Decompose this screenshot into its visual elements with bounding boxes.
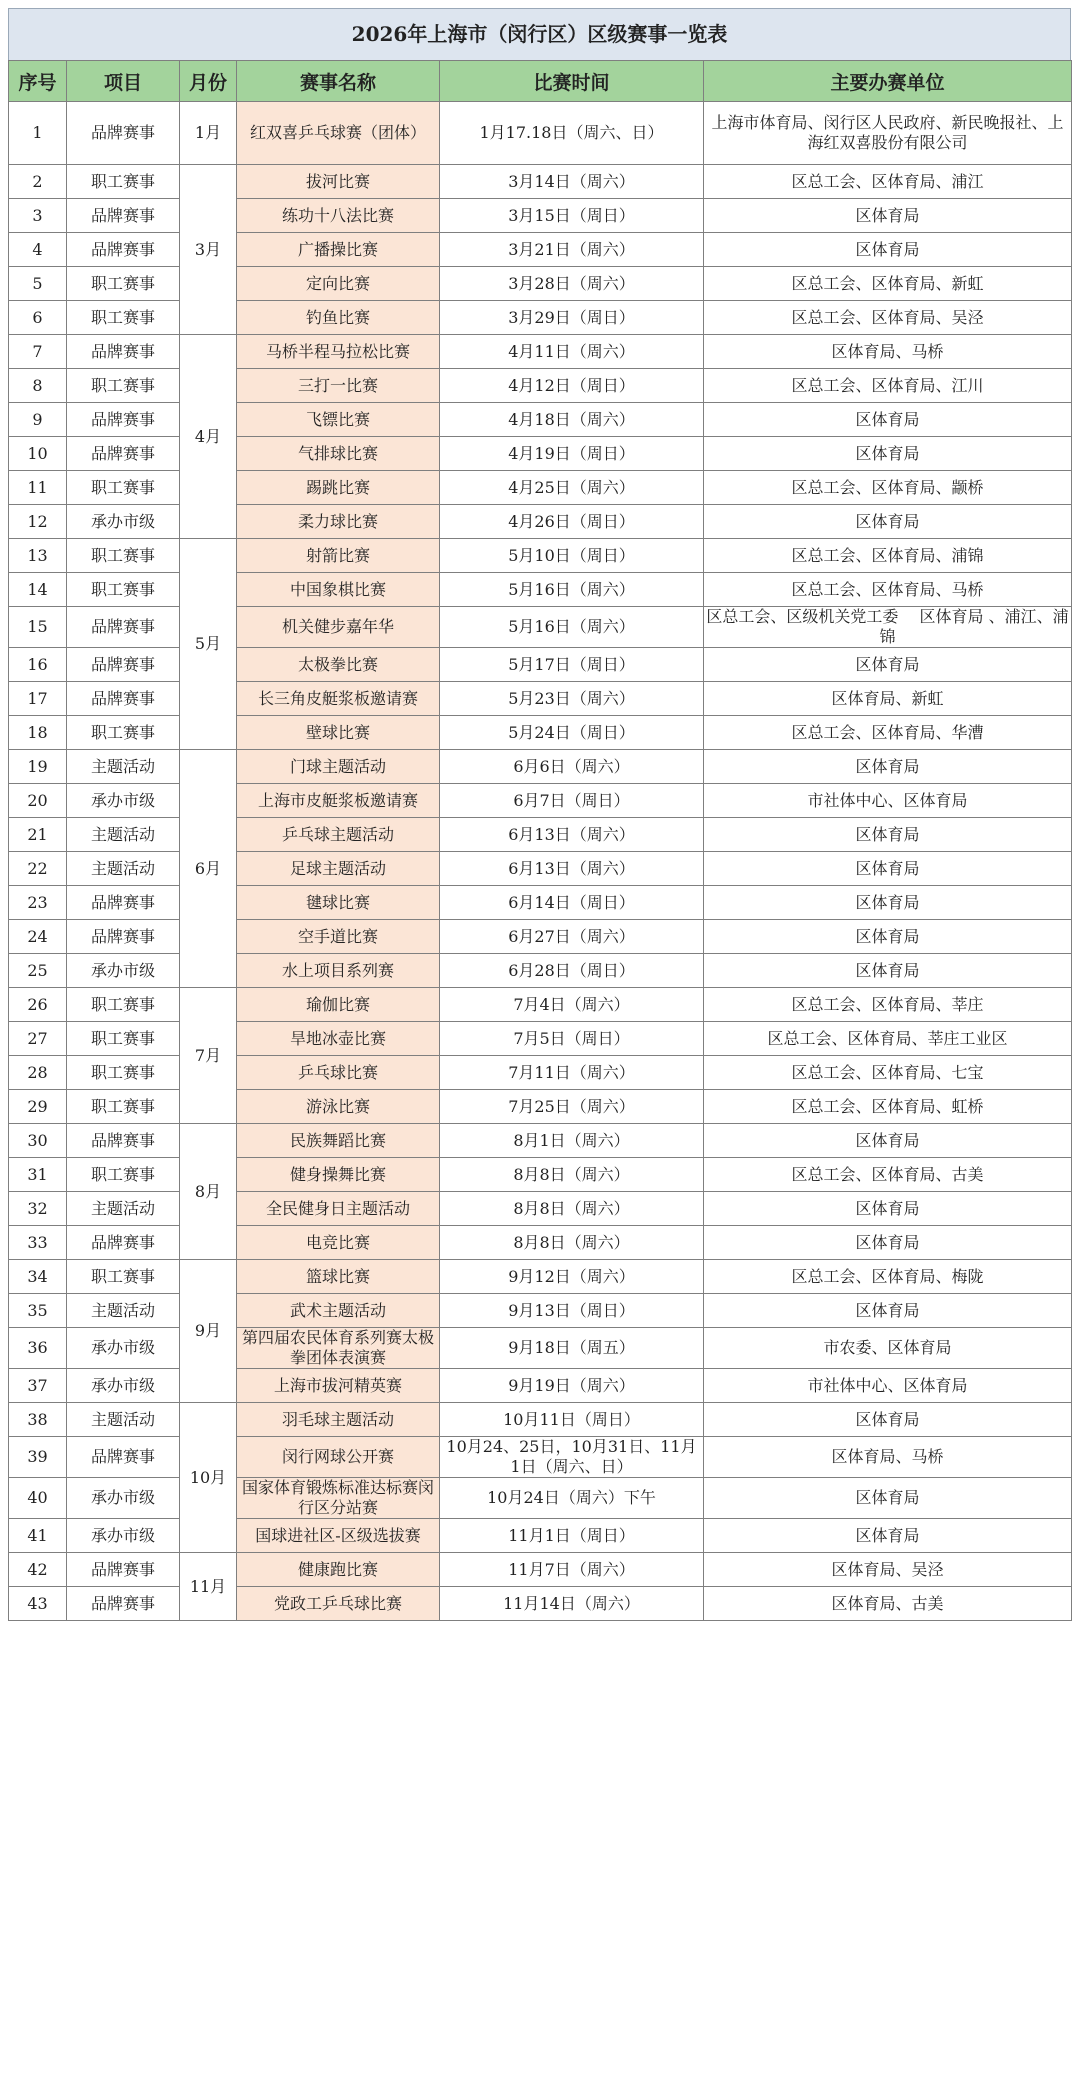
row-category: 职工赛事	[67, 573, 180, 607]
row-event-name: 拔河比赛	[237, 165, 440, 199]
row-month: 4月	[180, 335, 237, 539]
row-number: 4	[9, 233, 67, 267]
row-number: 10	[9, 437, 67, 471]
row-time: 5月23日（周六）	[440, 682, 704, 716]
row-category: 主题活动	[67, 1192, 180, 1226]
row-category: 品牌赛事	[67, 1226, 180, 1260]
row-category: 职工赛事	[67, 267, 180, 301]
row-time: 8月1日（周六）	[440, 1124, 704, 1158]
table-row	[9, 1260, 1072, 1294]
table-row	[9, 233, 1072, 267]
row-organizer: 区体育局	[704, 1124, 1072, 1158]
row-category: 承办市级	[67, 505, 180, 539]
table-row	[9, 1124, 1072, 1158]
row-number: 3	[9, 199, 67, 233]
row-category: 品牌赛事	[67, 335, 180, 369]
row-number: 16	[9, 648, 67, 682]
table-row	[9, 1090, 1072, 1124]
header-event-name: 赛事名称	[237, 61, 440, 102]
schedule-sheet	[8, 8, 1071, 1621]
row-time: 6月28日（周日）	[440, 954, 704, 988]
row-category: 职工赛事	[67, 1260, 180, 1294]
header-organizer: 主要办赛单位	[704, 61, 1072, 102]
row-number: 22	[9, 852, 67, 886]
header-no: 序号	[9, 61, 67, 102]
row-category: 职工赛事	[67, 716, 180, 750]
row-category: 职工赛事	[67, 1022, 180, 1056]
row-organizer: 区体育局	[704, 1519, 1072, 1553]
row-time: 7月11日（周六）	[440, 1056, 704, 1090]
table-row	[9, 369, 1072, 403]
row-organizer: 区体育局	[704, 920, 1072, 954]
row-organizer: 区总工会、区体育局、梅陇	[704, 1260, 1072, 1294]
table-row	[9, 886, 1072, 920]
row-event-name: 篮球比赛	[237, 1260, 440, 1294]
row-time: 6月6日（周六）	[440, 750, 704, 784]
row-number: 40	[9, 1478, 67, 1519]
row-organizer: 区总工会、区体育局、浦江	[704, 165, 1072, 199]
row-event-name: 毽球比赛	[237, 886, 440, 920]
row-event-name: 旱地冰壶比赛	[237, 1022, 440, 1056]
row-event-name: 门球主题活动	[237, 750, 440, 784]
row-time: 7月4日（周六）	[440, 988, 704, 1022]
row-event-name: 乒乓球比赛	[237, 1056, 440, 1090]
row-time: 5月16日（周六）	[440, 573, 704, 607]
table-row	[9, 199, 1072, 233]
table-row	[9, 818, 1072, 852]
row-organizer: 区总工会、区体育局、古美	[704, 1158, 1072, 1192]
row-time: 9月12日（周六）	[440, 1260, 704, 1294]
table-row	[9, 1437, 1072, 1478]
table-row	[9, 1478, 1072, 1519]
row-category: 品牌赛事	[67, 403, 180, 437]
row-event-name: 全民健身日主题活动	[237, 1192, 440, 1226]
table-row	[9, 267, 1072, 301]
table-row	[9, 1403, 1072, 1437]
header-row	[9, 61, 1072, 102]
row-event-name: 钓鱼比赛	[237, 301, 440, 335]
row-organizer: 区体育局	[704, 1294, 1072, 1328]
row-time: 9月19日（周六）	[440, 1369, 704, 1403]
header-category: 项目	[67, 61, 180, 102]
row-number: 23	[9, 886, 67, 920]
row-category: 承办市级	[67, 784, 180, 818]
row-number: 29	[9, 1090, 67, 1124]
row-organizer: 区总工会、区体育局、颛桥	[704, 471, 1072, 505]
row-number: 9	[9, 403, 67, 437]
row-event-name: 中国象棋比赛	[237, 573, 440, 607]
row-number: 21	[9, 818, 67, 852]
row-category: 职工赛事	[67, 369, 180, 403]
row-number: 32	[9, 1192, 67, 1226]
row-time: 8月8日（周六）	[440, 1226, 704, 1260]
row-category: 品牌赛事	[67, 1587, 180, 1621]
row-time: 11月7日（周六）	[440, 1553, 704, 1587]
row-organizer: 区体育局	[704, 1226, 1072, 1260]
row-organizer: 区体育局、新虹	[704, 682, 1072, 716]
row-category: 职工赛事	[67, 471, 180, 505]
row-number: 25	[9, 954, 67, 988]
table-row	[9, 1553, 1072, 1587]
table-row	[9, 165, 1072, 199]
row-category: 品牌赛事	[67, 886, 180, 920]
header-time: 比赛时间	[440, 61, 704, 102]
table-row	[9, 301, 1072, 335]
row-organizer: 区体育局、吴泾	[704, 1553, 1072, 1587]
row-number: 11	[9, 471, 67, 505]
page-title: 2026年上海市（闵行区）区级赛事一览表	[8, 8, 1071, 60]
row-month: 5月	[180, 539, 237, 750]
table-row	[9, 1022, 1072, 1056]
row-number: 2	[9, 165, 67, 199]
table-row	[9, 1519, 1072, 1553]
row-number: 37	[9, 1369, 67, 1403]
row-month: 7月	[180, 988, 237, 1124]
row-category: 职工赛事	[67, 165, 180, 199]
row-event-name: 电竞比赛	[237, 1226, 440, 1260]
row-event-name: 踢跳比赛	[237, 471, 440, 505]
table-row	[9, 1192, 1072, 1226]
row-number: 26	[9, 988, 67, 1022]
row-category: 品牌赛事	[67, 233, 180, 267]
row-month: 11月	[180, 1553, 237, 1621]
table-row	[9, 716, 1072, 750]
row-event-name: 空手道比赛	[237, 920, 440, 954]
row-event-name: 游泳比赛	[237, 1090, 440, 1124]
table-row	[9, 988, 1072, 1022]
row-organizer: 市农委、区体育局	[704, 1328, 1072, 1369]
table-row	[9, 335, 1072, 369]
row-event-name: 党政工乒乓球比赛	[237, 1587, 440, 1621]
row-number: 14	[9, 573, 67, 607]
row-organizer: 区体育局、马桥	[704, 1437, 1072, 1478]
row-event-name: 第四届农民体育系列赛太极拳团体表演赛	[237, 1328, 440, 1369]
row-category: 品牌赛事	[67, 682, 180, 716]
table-row	[9, 852, 1072, 886]
row-number: 24	[9, 920, 67, 954]
row-number: 20	[9, 784, 67, 818]
row-time: 7月25日（周六）	[440, 1090, 704, 1124]
row-time: 1月17.18日（周六、日）	[440, 102, 704, 165]
row-event-name: 广播操比赛	[237, 233, 440, 267]
row-event-name: 国球进社区-区级选拔赛	[237, 1519, 440, 1553]
row-event-name: 国家体育锻炼标准达标赛闵行区分站赛	[237, 1478, 440, 1519]
row-category: 承办市级	[67, 954, 180, 988]
row-organizer: 上海市体育局、闵行区人民政府、新民晚报社、上海红双喜股份有限公司	[704, 102, 1072, 165]
row-number: 30	[9, 1124, 67, 1158]
row-time: 9月13日（周日）	[440, 1294, 704, 1328]
row-category: 品牌赛事	[67, 199, 180, 233]
row-time: 4月26日（周日）	[440, 505, 704, 539]
row-event-name: 机关健步嘉年华	[237, 607, 440, 648]
row-event-name: 健身操舞比赛	[237, 1158, 440, 1192]
row-event-name: 长三角皮艇浆板邀请赛	[237, 682, 440, 716]
row-time: 6月14日（周日）	[440, 886, 704, 920]
row-organizer: 区总工会、区体育局、七宝	[704, 1056, 1072, 1090]
row-time: 3月29日（周日）	[440, 301, 704, 335]
row-number: 19	[9, 750, 67, 784]
row-number: 42	[9, 1553, 67, 1587]
row-event-name: 上海市皮艇浆板邀请赛	[237, 784, 440, 818]
row-number: 17	[9, 682, 67, 716]
row-time: 10月24日（周六）下午	[440, 1478, 704, 1519]
row-number: 41	[9, 1519, 67, 1553]
row-time: 3月15日（周日）	[440, 199, 704, 233]
row-organizer: 区体育局	[704, 750, 1072, 784]
row-category: 承办市级	[67, 1328, 180, 1369]
row-time: 5月24日（周日）	[440, 716, 704, 750]
row-category: 主题活动	[67, 818, 180, 852]
row-time: 4月25日（周六）	[440, 471, 704, 505]
table-row	[9, 102, 1072, 165]
table-row	[9, 437, 1072, 471]
row-time: 6月27日（周六）	[440, 920, 704, 954]
row-organizer: 区体育局	[704, 954, 1072, 988]
row-category: 职工赛事	[67, 1090, 180, 1124]
row-event-name: 练功十八法比赛	[237, 199, 440, 233]
row-time: 3月14日（周六）	[440, 165, 704, 199]
row-category: 品牌赛事	[67, 437, 180, 471]
row-time: 8月8日（周六）	[440, 1192, 704, 1226]
row-event-name: 红双喜乒乓球赛（团体）	[237, 102, 440, 165]
row-time: 3月21日（周六）	[440, 233, 704, 267]
row-organizer: 区总工会、区体育局、马桥	[704, 573, 1072, 607]
row-organizer: 区体育局、古美	[704, 1587, 1072, 1621]
row-event-name: 三打一比赛	[237, 369, 440, 403]
row-organizer: 区体育局	[704, 199, 1072, 233]
row-organizer: 市社体中心、区体育局	[704, 784, 1072, 818]
table-row	[9, 784, 1072, 818]
row-category: 职工赛事	[67, 1158, 180, 1192]
row-number: 7	[9, 335, 67, 369]
row-organizer: 区体育局	[704, 886, 1072, 920]
row-category: 承办市级	[67, 1478, 180, 1519]
header-month: 月份	[180, 61, 237, 102]
row-organizer: 区总工会、区体育局、华漕	[704, 716, 1072, 750]
row-event-name: 水上项目系列赛	[237, 954, 440, 988]
row-category: 职工赛事	[67, 301, 180, 335]
row-organizer: 区体育局、马桥	[704, 335, 1072, 369]
table-row	[9, 1369, 1072, 1403]
row-time: 3月28日（周六）	[440, 267, 704, 301]
row-category: 品牌赛事	[67, 102, 180, 165]
table-row	[9, 1158, 1072, 1192]
row-number: 15	[9, 607, 67, 648]
row-organizer: 区总工会、区体育局、吴泾	[704, 301, 1072, 335]
row-time: 8月8日（周六）	[440, 1158, 704, 1192]
row-category: 承办市级	[67, 1519, 180, 1553]
table-row	[9, 505, 1072, 539]
row-category: 职工赛事	[67, 1056, 180, 1090]
row-category: 主题活动	[67, 750, 180, 784]
row-number: 36	[9, 1328, 67, 1369]
table-row	[9, 539, 1072, 573]
row-time: 6月13日（周六）	[440, 818, 704, 852]
row-time: 5月17日（周日）	[440, 648, 704, 682]
row-time: 9月18日（周五）	[440, 1328, 704, 1369]
table-row	[9, 607, 1072, 648]
row-number: 8	[9, 369, 67, 403]
row-category: 主题活动	[67, 852, 180, 886]
row-organizer: 区体育局	[704, 505, 1072, 539]
row-organizer: 区体育局	[704, 852, 1072, 886]
row-organizer: 区总工会、区体育局、江川	[704, 369, 1072, 403]
row-month: 8月	[180, 1124, 237, 1260]
row-organizer: 区体育局	[704, 1192, 1072, 1226]
row-category: 承办市级	[67, 1369, 180, 1403]
row-number: 28	[9, 1056, 67, 1090]
row-number: 27	[9, 1022, 67, 1056]
row-event-name: 马桥半程马拉松比赛	[237, 335, 440, 369]
row-event-name: 健康跑比赛	[237, 1553, 440, 1587]
row-category: 品牌赛事	[67, 607, 180, 648]
row-time: 10月11日（周日）	[440, 1403, 704, 1437]
row-number: 38	[9, 1403, 67, 1437]
row-month: 1月	[180, 102, 237, 165]
row-number: 13	[9, 539, 67, 573]
row-event-name: 瑜伽比赛	[237, 988, 440, 1022]
row-event-name: 乒乓球主题活动	[237, 818, 440, 852]
row-event-name: 羽毛球主题活动	[237, 1403, 440, 1437]
row-category: 品牌赛事	[67, 1437, 180, 1478]
row-time: 4月18日（周六）	[440, 403, 704, 437]
row-category: 职工赛事	[67, 988, 180, 1022]
event-table	[8, 60, 1072, 1621]
row-number: 31	[9, 1158, 67, 1192]
row-event-name: 定向比赛	[237, 267, 440, 301]
row-month: 3月	[180, 165, 237, 335]
row-number: 33	[9, 1226, 67, 1260]
row-organizer: 区体育局	[704, 818, 1072, 852]
row-organizer: 区体育局	[704, 1478, 1072, 1519]
row-organizer: 市社体中心、区体育局	[704, 1369, 1072, 1403]
row-number: 6	[9, 301, 67, 335]
row-time: 4月12日（周日）	[440, 369, 704, 403]
row-category: 职工赛事	[67, 539, 180, 573]
table-row	[9, 573, 1072, 607]
row-event-name: 上海市拔河精英赛	[237, 1369, 440, 1403]
row-organizer: 区体育局	[704, 233, 1072, 267]
row-category: 品牌赛事	[67, 648, 180, 682]
row-time: 5月16日（周六）	[440, 607, 704, 648]
row-number: 12	[9, 505, 67, 539]
table-row	[9, 682, 1072, 716]
row-event-name: 民族舞蹈比赛	[237, 1124, 440, 1158]
row-category: 主题活动	[67, 1403, 180, 1437]
row-event-name: 飞镖比赛	[237, 403, 440, 437]
row-event-name: 壁球比赛	[237, 716, 440, 750]
row-time: 11月1日（周日）	[440, 1519, 704, 1553]
row-month: 6月	[180, 750, 237, 988]
table-row	[9, 1328, 1072, 1369]
table-row	[9, 1294, 1072, 1328]
table-row	[9, 403, 1072, 437]
row-number: 18	[9, 716, 67, 750]
row-time: 6月7日（周日）	[440, 784, 704, 818]
row-month: 9月	[180, 1260, 237, 1403]
row-organizer: 区总工会、区体育局、莘庄	[704, 988, 1072, 1022]
row-number: 39	[9, 1437, 67, 1478]
row-category: 品牌赛事	[67, 1124, 180, 1158]
row-category: 主题活动	[67, 1294, 180, 1328]
row-organizer: 区体育局	[704, 648, 1072, 682]
table-row	[9, 1226, 1072, 1260]
table-row	[9, 1587, 1072, 1621]
row-organizer: 区体育局	[704, 437, 1072, 471]
table-row	[9, 471, 1072, 505]
row-event-name: 柔力球比赛	[237, 505, 440, 539]
row-month: 10月	[180, 1403, 237, 1553]
row-event-name: 足球主题活动	[237, 852, 440, 886]
row-category: 品牌赛事	[67, 920, 180, 954]
row-organizer: 区总工会、区级机关党工委 区体育局 、浦江、浦锦	[704, 607, 1072, 648]
row-organizer: 区总工会、区体育局、浦锦	[704, 539, 1072, 573]
row-category: 品牌赛事	[67, 1553, 180, 1587]
row-time: 6月13日（周六）	[440, 852, 704, 886]
table-row	[9, 750, 1072, 784]
row-number: 43	[9, 1587, 67, 1621]
row-time: 11月14日（周六）	[440, 1587, 704, 1621]
row-time: 4月11日（周六）	[440, 335, 704, 369]
row-event-name: 气排球比赛	[237, 437, 440, 471]
row-number: 1	[9, 102, 67, 165]
row-time: 4月19日（周日）	[440, 437, 704, 471]
row-time: 10月24、25日，10月31日、11月1日（周六、日）	[440, 1437, 704, 1478]
row-organizer: 区体育局	[704, 403, 1072, 437]
row-number: 35	[9, 1294, 67, 1328]
table-row	[9, 954, 1072, 988]
row-number: 34	[9, 1260, 67, 1294]
row-event-name: 太极拳比赛	[237, 648, 440, 682]
table-row	[9, 648, 1072, 682]
row-time: 5月10日（周日）	[440, 539, 704, 573]
row-event-name: 射箭比赛	[237, 539, 440, 573]
row-event-name: 武术主题活动	[237, 1294, 440, 1328]
row-organizer: 区总工会、区体育局、莘庄工业区	[704, 1022, 1072, 1056]
row-organizer: 区总工会、区体育局、新虹	[704, 267, 1072, 301]
row-time: 7月5日（周日）	[440, 1022, 704, 1056]
row-number: 5	[9, 267, 67, 301]
row-event-name: 闵行网球公开赛	[237, 1437, 440, 1478]
row-organizer: 区总工会、区体育局、虹桥	[704, 1090, 1072, 1124]
table-row	[9, 920, 1072, 954]
table-row	[9, 1056, 1072, 1090]
row-organizer: 区体育局	[704, 1403, 1072, 1437]
